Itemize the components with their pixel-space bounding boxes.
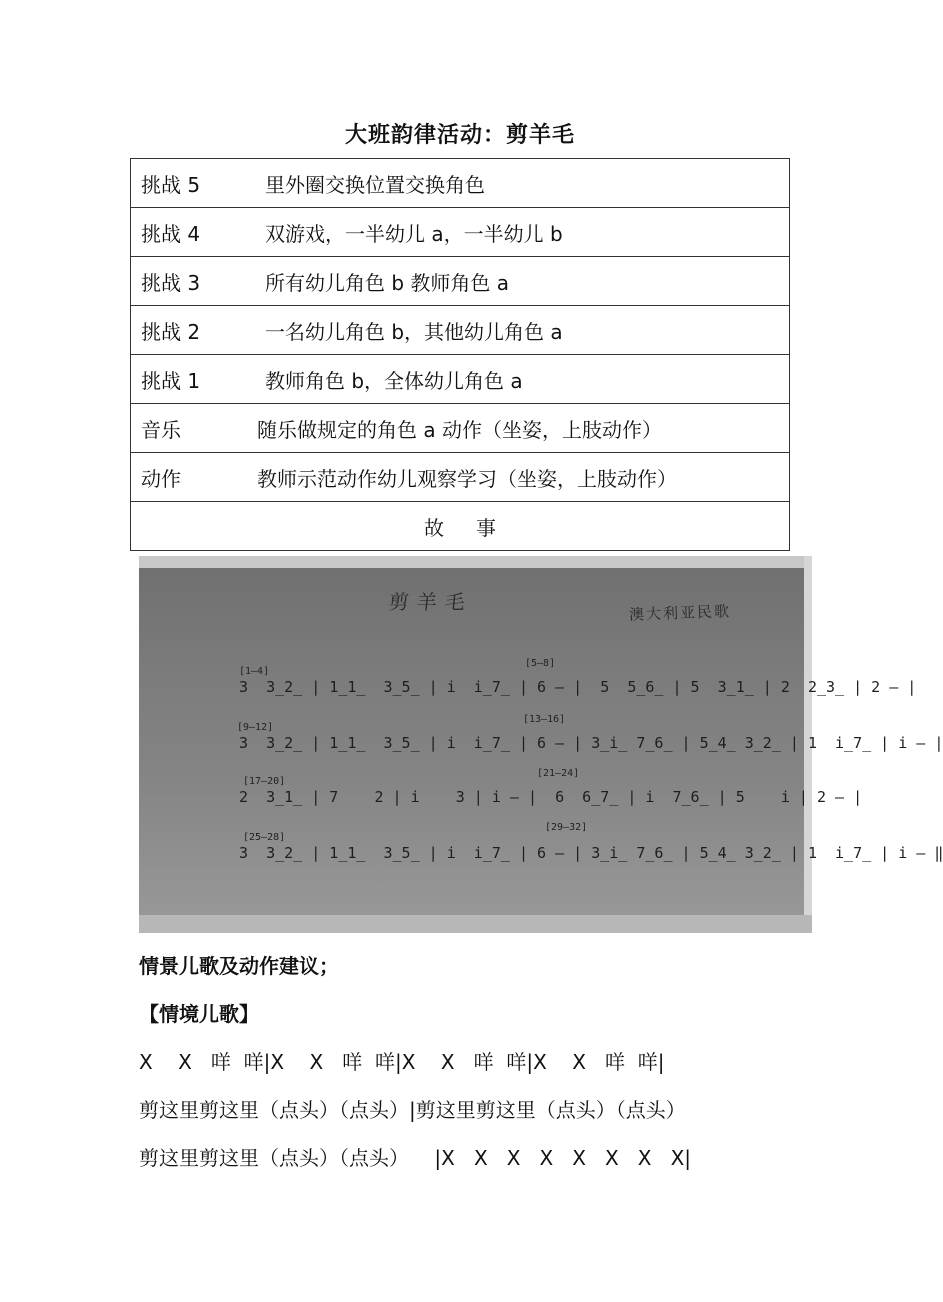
table-cell bbox=[131, 257, 790, 306]
bar-number-tag: [13—16] bbox=[523, 714, 566, 725]
row-label: 挑战 3 bbox=[141, 270, 201, 295]
row-label: 挑战 1 bbox=[141, 368, 201, 393]
table-cell bbox=[131, 355, 790, 404]
lyric-line: 剪这里剪这里（点头）（点头）|剪这里剪这里（点头）（点头） bbox=[139, 1098, 686, 1122]
table-cell bbox=[131, 453, 790, 502]
table-cell bbox=[131, 208, 790, 257]
row-text: 教师角色 b，全体幼儿角色 a bbox=[265, 368, 523, 393]
bar-number-tag: [17—20] bbox=[243, 776, 286, 787]
row-label: 挑战 4 bbox=[141, 221, 201, 246]
section-heading: 情景儿歌及动作建议； bbox=[139, 954, 339, 978]
score-line: 2 3̲1̲ | 7 2 | i 3 | i — | 6 6̲7̲ | i 7̲6̲ | 5 i | 2 — | bbox=[239, 788, 863, 806]
bar-number-tag: [9—12] bbox=[237, 722, 274, 733]
row-label: 音乐 bbox=[141, 417, 181, 442]
row-text: 所有幼儿角色 b 教师角色 a bbox=[265, 270, 510, 295]
page-title: 大班韵律活动：剪羊毛 bbox=[344, 123, 575, 148]
bar-number-tag: [21—24] bbox=[537, 768, 580, 779]
row-text: 随乐做规定的角色 a 动作（坐姿，上肢动作） bbox=[257, 417, 662, 442]
photo-edge bbox=[139, 915, 812, 933]
story-char: 故 bbox=[424, 515, 444, 540]
table-row bbox=[131, 306, 790, 355]
score-title: 剪羊毛 bbox=[387, 590, 475, 614]
row-text: 教师示范动作幼儿观察学习（坐姿，上肢动作） bbox=[257, 466, 677, 491]
bar-number-tag: [29—32] bbox=[545, 822, 588, 833]
bar-number-tag: [5—8] bbox=[525, 658, 556, 669]
table-row bbox=[131, 502, 790, 551]
activity-plan-table bbox=[130, 158, 790, 551]
story-char: 事 bbox=[476, 515, 496, 540]
row-text: 里外圈交换位置交换角色 bbox=[265, 172, 485, 197]
score-line: 3 3̲2̲ | 1̲1̲ 3̲5̲ | i i̲7̲ | 6 — | 3̲i̲ 7̲6̲ | 5̲4̲ 3̲2̲ | 1 i̲7̲ | i — | bbox=[239, 734, 943, 752]
bar-number-tag: [25—28] bbox=[243, 832, 286, 843]
bar-number-tag: [1—4] bbox=[239, 666, 270, 677]
lyric-line: 剪这里剪这里（点头）（点头） |X X X X X X X X| bbox=[139, 1146, 692, 1170]
row-label: 挑战 5 bbox=[141, 172, 201, 197]
table-row bbox=[131, 355, 790, 404]
photo-edge bbox=[139, 556, 812, 568]
table-row bbox=[131, 404, 790, 453]
story-cell bbox=[131, 502, 790, 551]
table-row bbox=[131, 159, 790, 208]
table-cell bbox=[131, 159, 790, 208]
table-cell bbox=[131, 306, 790, 355]
table-cell bbox=[131, 404, 790, 453]
row-text: 双游戏，一半幼儿 a，一半幼儿 b bbox=[265, 221, 563, 246]
table-row bbox=[131, 453, 790, 502]
score-line: 3 3̲2̲ | 1̲1̲ 3̲5̲ | i i̲7̲ | 6 — | 3̲i̲ 7̲6̲ | 5̲4̲ 3̲2̲ | 1 i̲7̲ | i — ‖ bbox=[239, 844, 943, 862]
table-row bbox=[131, 257, 790, 306]
row-label: 动作 bbox=[141, 466, 181, 491]
table-row bbox=[131, 208, 790, 257]
row-label: 挑战 2 bbox=[141, 319, 201, 344]
score-credit: 澳大利亚民歌 bbox=[628, 602, 732, 624]
row-text: 一名幼儿角色 b，其他幼儿角色 a bbox=[265, 319, 563, 344]
score-line: 3 3̲2̲ | 1̲1̲ 3̲5̲ | i i̲7̲ | 6 — | 5 5̲6̲ | 5 3̲1̲ | 2 2̲3̲ | 2 — | bbox=[239, 678, 917, 696]
sheet-music-photo bbox=[139, 556, 943, 933]
subheading: 【情境儿歌】 bbox=[139, 1002, 259, 1026]
lyric-line: X X 咩 咩|X X 咩 咩|X X 咩 咩|X X 咩 咩| bbox=[139, 1050, 665, 1074]
